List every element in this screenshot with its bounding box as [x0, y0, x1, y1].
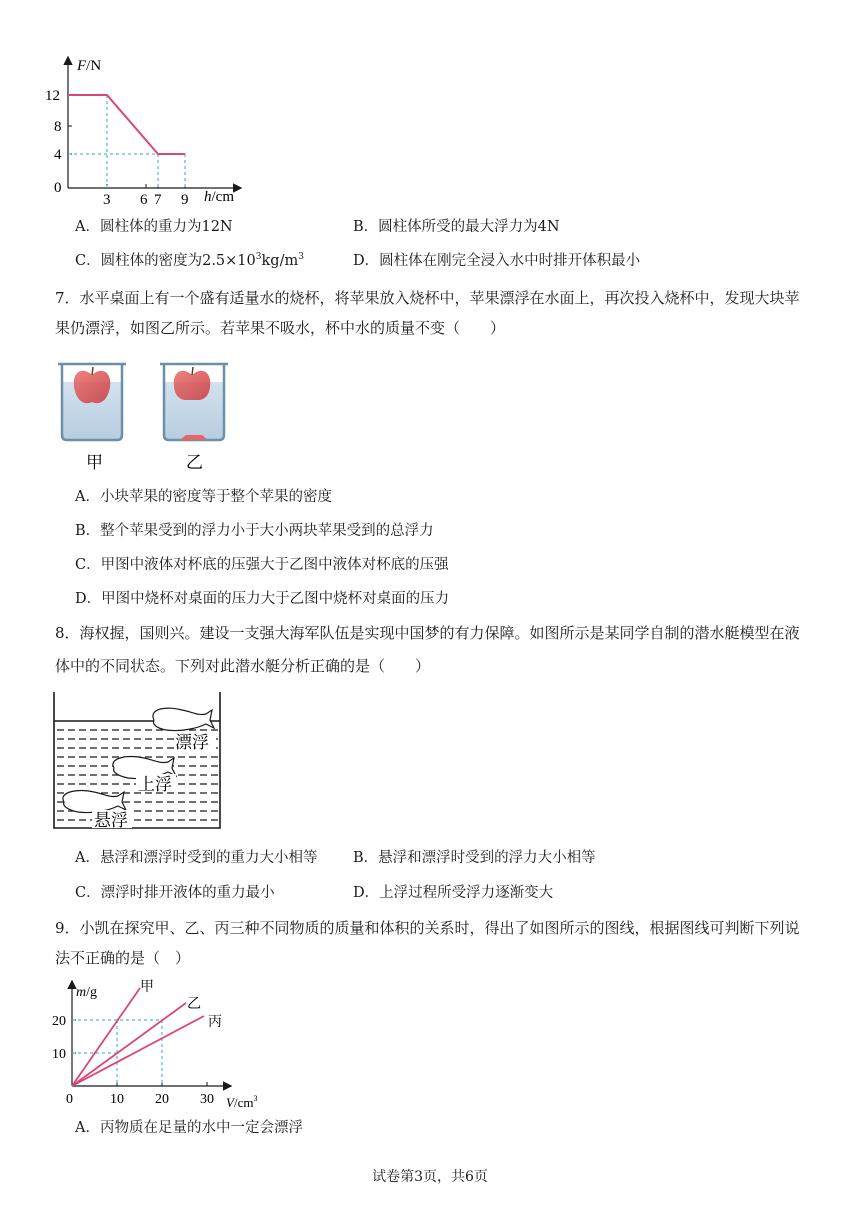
q8-option-b[interactable]: B．悬浮和漂浮时受到的浮力大小相等: [353, 850, 596, 866]
series-label-bing: 丙: [208, 1015, 222, 1030]
x-tick-30: 30: [200, 1092, 214, 1107]
series-jia: [72, 988, 140, 1086]
x-tick-7: 7: [154, 192, 162, 208]
q7-option-c[interactable]: C．甲图中液体对杯底的压强大于乙图中液体对杯底的压强: [75, 557, 449, 573]
x-tick-20: 20: [155, 1092, 169, 1107]
y-tick-4: 4: [54, 147, 62, 163]
y-axis-var: F: [77, 58, 87, 74]
svg-text:m/g: [76, 985, 97, 1000]
q8-option-d[interactable]: D．上浮过程所受浮力逐渐变大: [353, 885, 554, 901]
y-axis-var: m: [76, 985, 87, 1000]
page-footer: 试卷第3页，共6页: [372, 1169, 488, 1185]
x-tick-0: 0: [66, 1092, 73, 1107]
q6-option-c-exp: 3: [255, 252, 262, 263]
label-suspended: 悬浮: [94, 811, 128, 830]
y-tick-20: 20: [52, 1014, 66, 1029]
y-axis-unit: /g: [86, 985, 98, 1000]
label-floating: 漂浮: [175, 733, 209, 752]
q9-mass-volume-graph: [46, 976, 270, 1116]
submarine-floating-icon: [153, 708, 214, 730]
q7-beakers-figure: [52, 360, 242, 478]
apple-icon: [74, 367, 111, 403]
q6-option-c-unit: kg/m: [261, 253, 299, 269]
submarine-suspended-icon: [63, 790, 126, 812]
x-tick-6: 6: [140, 192, 148, 208]
q9-stem-line2: 法不正确的是（ ）: [55, 949, 191, 967]
q7-option-b[interactable]: B．整个苹果受到的浮力小于大小两块苹果受到的总浮力: [75, 523, 434, 539]
svg-text:h/cm: [204, 189, 234, 205]
beaker-jia: [58, 364, 126, 440]
label-jia: 甲: [86, 453, 103, 472]
y-tick-8: 8: [54, 119, 62, 135]
label-yi: 乙: [186, 453, 203, 472]
series-label-yi: 乙: [187, 997, 201, 1012]
y-tick-12: 12: [45, 88, 60, 104]
q6-option-c-unit-exp: 3: [298, 252, 304, 263]
q8-option-a[interactable]: A．悬浮和漂浮时受到的重力大小相等: [75, 850, 318, 866]
q9-stem-line1: 9．小凯在探究甲、乙、丙三种不同物质的质量和体积的关系时，得出了如图所示的图线，根据图线可判断下列说: [55, 919, 800, 937]
q7-stem-line2: 果仍漂浮，如图乙所示。若苹果不吸水，杯中水的质量不变（ ）: [55, 319, 506, 337]
svg-text:V/cm3: [226, 1094, 257, 1110]
series-label-jia: 甲: [140, 980, 154, 995]
svg-text:F/N: [76, 58, 101, 74]
y-axis-unit: /N: [86, 58, 102, 74]
q9-option-a[interactable]: A．丙物质在足量的水中一定会漂浮: [75, 1120, 303, 1136]
series-yi: [72, 1003, 186, 1086]
q6-option-a[interactable]: A．圆柱体的重力为12N: [75, 219, 233, 235]
x-axis-unit-exp: 3: [253, 1094, 258, 1103]
apple-icon: [174, 367, 211, 400]
q7-option-a[interactable]: A．小块苹果的密度等于整个苹果的密度: [75, 489, 332, 505]
series-bing: [72, 1016, 204, 1086]
q7-stem-line1: 7．水平桌面上有一个盛有适量水的烧杯，将苹果放入烧杯中，苹果漂浮在水面上，再次投入烧杯中，发现大块苹: [55, 289, 800, 307]
q8-stem-line1: 8．海权握，国则兴。建设一支强大海军队伍是实现中国梦的有力保障。如图所示是某同学自制的潜水艇模型在液: [55, 624, 800, 642]
q6-option-c-text: C．圆柱体的密度为2.5×10: [75, 253, 256, 269]
q8-option-c[interactable]: C．漂浮时排开液体的重力最小: [75, 885, 275, 901]
q8-stem-line2: 体中的不同状态。下列对此潜水艇分析正确的是（ ）: [55, 657, 431, 675]
q6-option-b[interactable]: B．圆柱体所受的最大浮力为4N: [353, 219, 560, 235]
x-tick-3: 3: [103, 192, 111, 208]
label-rising: 上浮: [138, 775, 172, 794]
beaker-yi: [160, 364, 228, 440]
x-tick-10: 10: [110, 1092, 124, 1107]
origin-0: 0: [54, 180, 62, 196]
q6-force-depth-graph: [40, 52, 250, 210]
q6-option-c[interactable]: [75, 251, 304, 271]
x-axis-unit: /cm: [233, 1095, 254, 1110]
q7-option-d[interactable]: D．甲图中烧杯对桌面的压力大于乙图中烧杯对桌面的压力: [75, 591, 450, 607]
force-curve: [68, 95, 185, 154]
q8-submarine-figure: [48, 688, 228, 834]
x-axis-var: h: [204, 189, 212, 205]
x-tick-9: 9: [181, 192, 189, 208]
y-tick-10: 10: [52, 1047, 66, 1062]
q6-option-d[interactable]: D．圆柱体在刚完全浸入水中时排开体积最小: [353, 253, 641, 269]
x-axis-unit: /cm: [211, 189, 234, 205]
x-axis-var: V: [226, 1095, 234, 1110]
